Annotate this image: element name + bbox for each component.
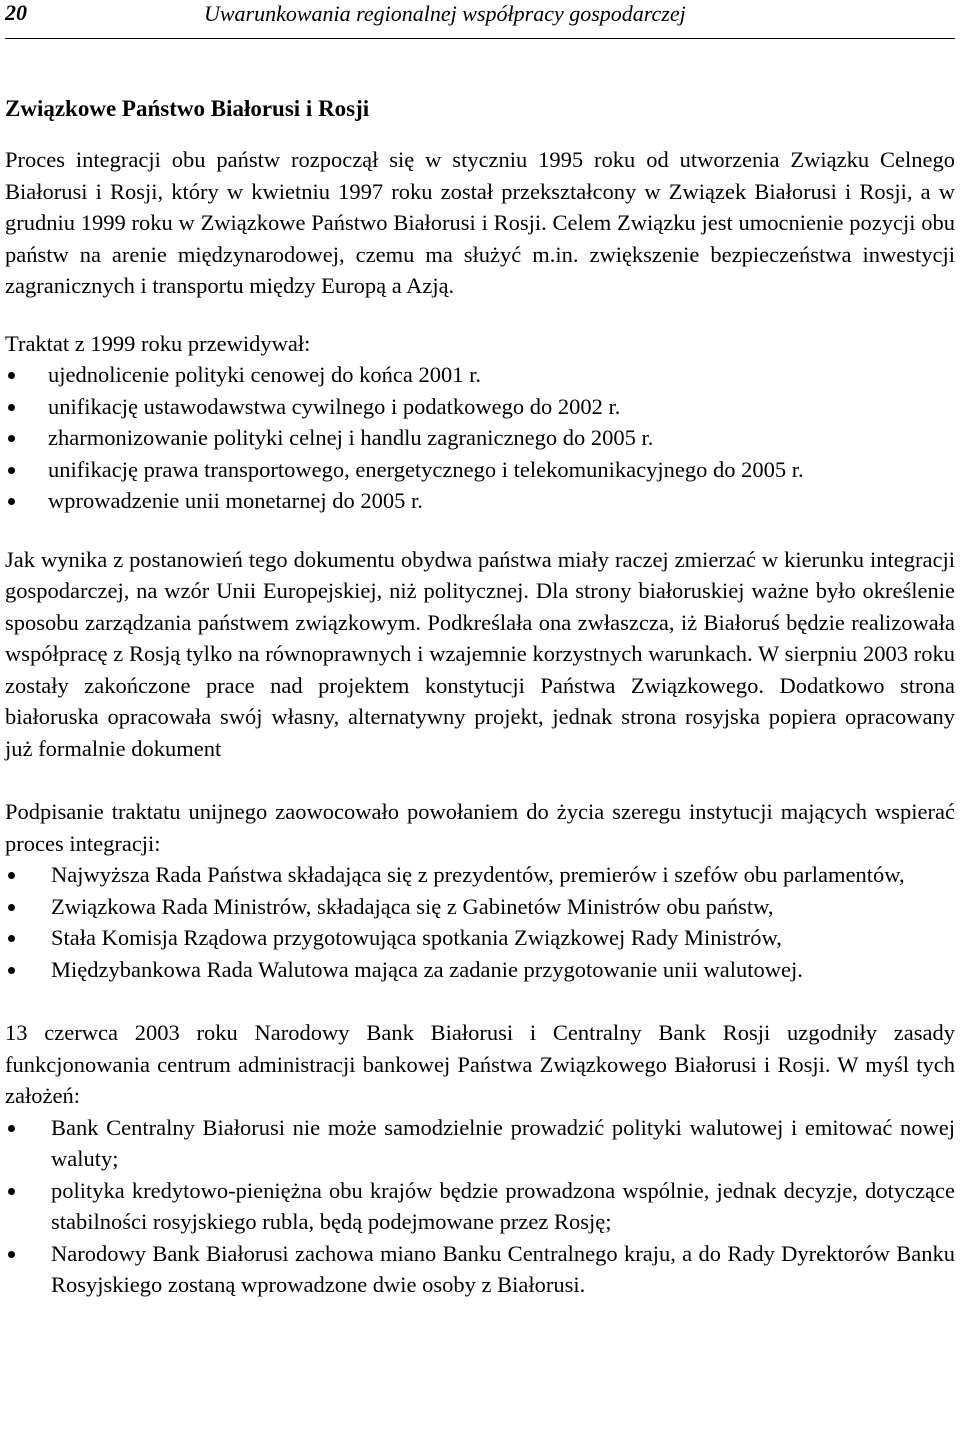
list-item	[5, 954, 955, 986]
paragraph-institutions-intro: Podpisanie traktatu unijnego zaowocowało powołaniem do życia szeregu instytucji mających wspierać proces integracji:	[5, 799, 955, 856]
list-item-text: wprowadzenie unii monetarnej do 2005 r.	[48, 488, 423, 513]
paragraph-integration-process: Proces integracji obu państw rozpoczął się w styczniu 1995 roku od utworzenia Związku Celnego Białorusi i Rosji, który w kwietniu 1997 roku został przekształcony w Związek Białorusi i Rosji, a w grudniu 1999 roku w Związkowe Państwo Białorusi i Rosji. Celem Związku jest umocnienie pozycji obu państw na arenie międzynarodowej, czemu ma służyć m.in. zwiększenie bezpieczeństwa inwestycji zagranicznych i transportu między Europą a Azją.	[5, 147, 955, 298]
list-item	[5, 391, 955, 423]
list-item-text: ujednolicenie polityki cenowej do końca 2001 r.	[48, 362, 482, 387]
list-item-text: Najwyższa Rada Państwa składająca się z prezydentów, premierów i szefów obu parlamentów,	[51, 862, 905, 887]
paragraph-integration-direction: Jak wynika z postanowień tego dokumentu obydwa państwa miały raczej zmierzać w kierunku integracji gospodarczej, na wzór Unii Europejskiej, niż politycznej. Dla strony białoruskiej ważne było określenie sposobu zarządzania państwem związkowym. Podkreślała ona zwłaszcza, iż Białoruś będzie realizowała współpracę z Rosją tylko na równoprawnych i wzajemnie korzystnych warunkach. W sierpniu 2003 roku zostały zakończone prace nad projektem konstytucji Państwa Związkowego. Dodatkowo strona białoruska opracowała swój własny, alternatywny projekt, jednak strona rosyjska popiera opracowany już formalnie dokument	[5, 546, 955, 761]
bullet-icon	[8, 1251, 15, 1258]
list-item-text: unifikację ustawodawstwa cywilnego i podatkowego do 2002 r.	[48, 393, 621, 419]
bullet-icon	[8, 372, 15, 379]
list-item-text: Stała Komisja Rządowa przygotowująca spotkania Związkowej Rady Ministrów,	[51, 925, 782, 950]
document-page	[5, 0, 955, 1301]
list-item-text: Narodowy Bank Białorusi zachowa miano Banku Centralnego kraju, a do Rady Dyrektorów Banku Rosyjskiego zostaną wprowadzone dwie osoby z Białorusi.	[51, 1240, 955, 1297]
list-item-text: unifikację prawa transportowego, energetycznego i telekomunikacyjnego do 2005 r.	[48, 456, 804, 482]
institutions-list	[5, 859, 955, 985]
list-item-text: Związkowa Rada Ministrów, składająca się z Gabinetów Ministrów obu państw,	[51, 893, 774, 919]
section-heading: Związkowe Państwo Białorusi i Rosji	[5, 96, 370, 121]
list-item	[5, 859, 955, 891]
bullet-icon	[8, 404, 15, 411]
list-item	[5, 359, 955, 391]
bullet-icon	[8, 935, 15, 942]
list-item	[5, 1238, 955, 1301]
bullet-icon	[8, 498, 15, 505]
bullet-icon	[8, 1188, 15, 1195]
bullet-icon	[8, 467, 15, 474]
bullet-icon	[8, 967, 15, 974]
list-item	[5, 891, 955, 923]
bullet-icon	[8, 1125, 15, 1132]
list-item	[5, 1112, 955, 1175]
page-number: 20	[5, 0, 27, 25]
list-item	[5, 454, 955, 486]
page-header	[5, 0, 955, 39]
bullet-icon	[8, 872, 15, 879]
list-item	[5, 485, 955, 517]
treaty-provisions-list	[5, 359, 955, 517]
list-item	[5, 1175, 955, 1238]
bullet-icon	[8, 904, 15, 911]
list-item-text: Międzybankowa Rada Walutowa mająca za zadanie przygotowanie unii walutowej.	[51, 956, 803, 982]
bullet-icon	[8, 435, 15, 442]
paragraph-banking-agreement: 13 czerwca 2003 roku Narodowy Bank Białorusi i Centralny Bank Rosji uzgodniły zasady funkcjonowania centrum administracji bankowej Państwa Związkowego Białorusi i Rosji. W myśl tych założeń:	[5, 1020, 955, 1108]
banking-principles-list	[5, 1112, 955, 1301]
list-item-text: polityka kredytowo-pieniężna obu krajów będzie prowadzona wspólnie, jednak decyzje, dotyczące stabilności rosyjskiego rubla, będą podejmowane przez Rosję;	[51, 1177, 955, 1234]
list-item-text: zharmonizowanie polityki celnej i handlu zagranicznego do 2005 r.	[48, 425, 654, 450]
list-item	[5, 422, 955, 454]
running-title: Uwarunkowania regionalnej współpracy gospodarczej	[204, 1, 686, 26]
list-item-text: Bank Centralny Białorusi nie może samodzielnie prowadzić polityki walutowej i emitować nowej waluty;	[51, 1114, 955, 1171]
list-item	[5, 922, 955, 954]
paragraph-treaty-intro: Traktat z 1999 roku przewidywał:	[5, 330, 311, 356]
